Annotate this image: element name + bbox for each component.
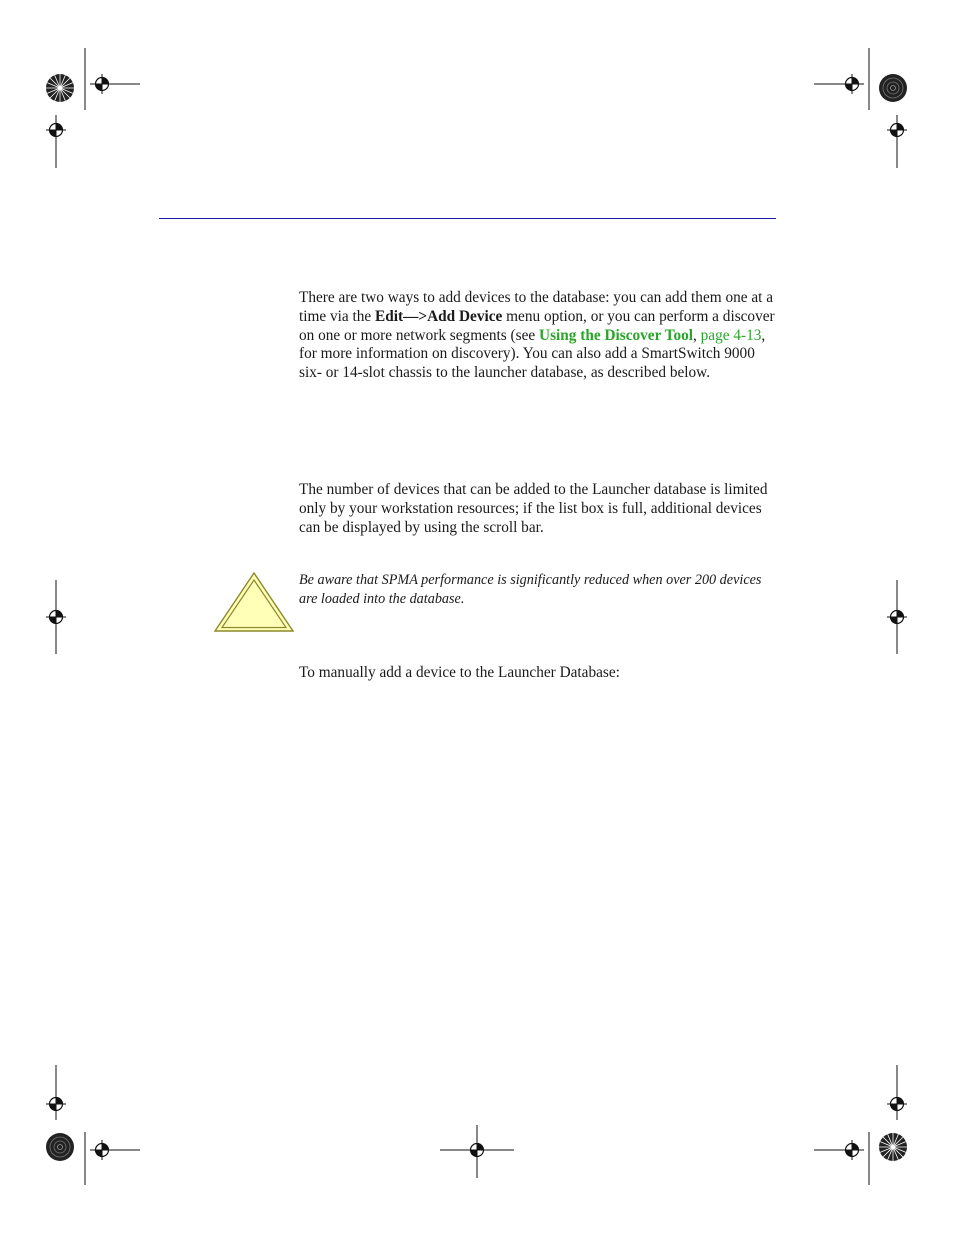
limits-paragraph: The number of devices that can be added to the Launcher database is limited only by your workstation resources; if the list box is full, additional devices can be displayed by using the scroll bar. (299, 481, 768, 536)
header-rule (159, 218, 776, 219)
caution-note: Be aware that SPMA performance is significantly reduced when over 200 devices are loaded into the database. (299, 572, 762, 607)
page-reference-link[interactable]: page 4-13 (700, 326, 762, 344)
discover-tool-link[interactable]: Using the Discover Tool (539, 326, 693, 344)
intro-paragraph: There are two ways to add devices to the database: you can add them one at a time via the Edit—>Add Device menu option, or you can perform a discover on one or more network segments (see Using the Discover Tool, page 4-13, for more information on discovery). You can also add a SmartSwitch 9000 six- or 14-slot chassis to the launcher database, as described below. (299, 289, 775, 382)
procedure-intro: To manually add a device to the Launcher Database: (299, 664, 620, 681)
menu-path: Edit—>Add Device (375, 307, 503, 325)
caution-icon (213, 571, 295, 633)
